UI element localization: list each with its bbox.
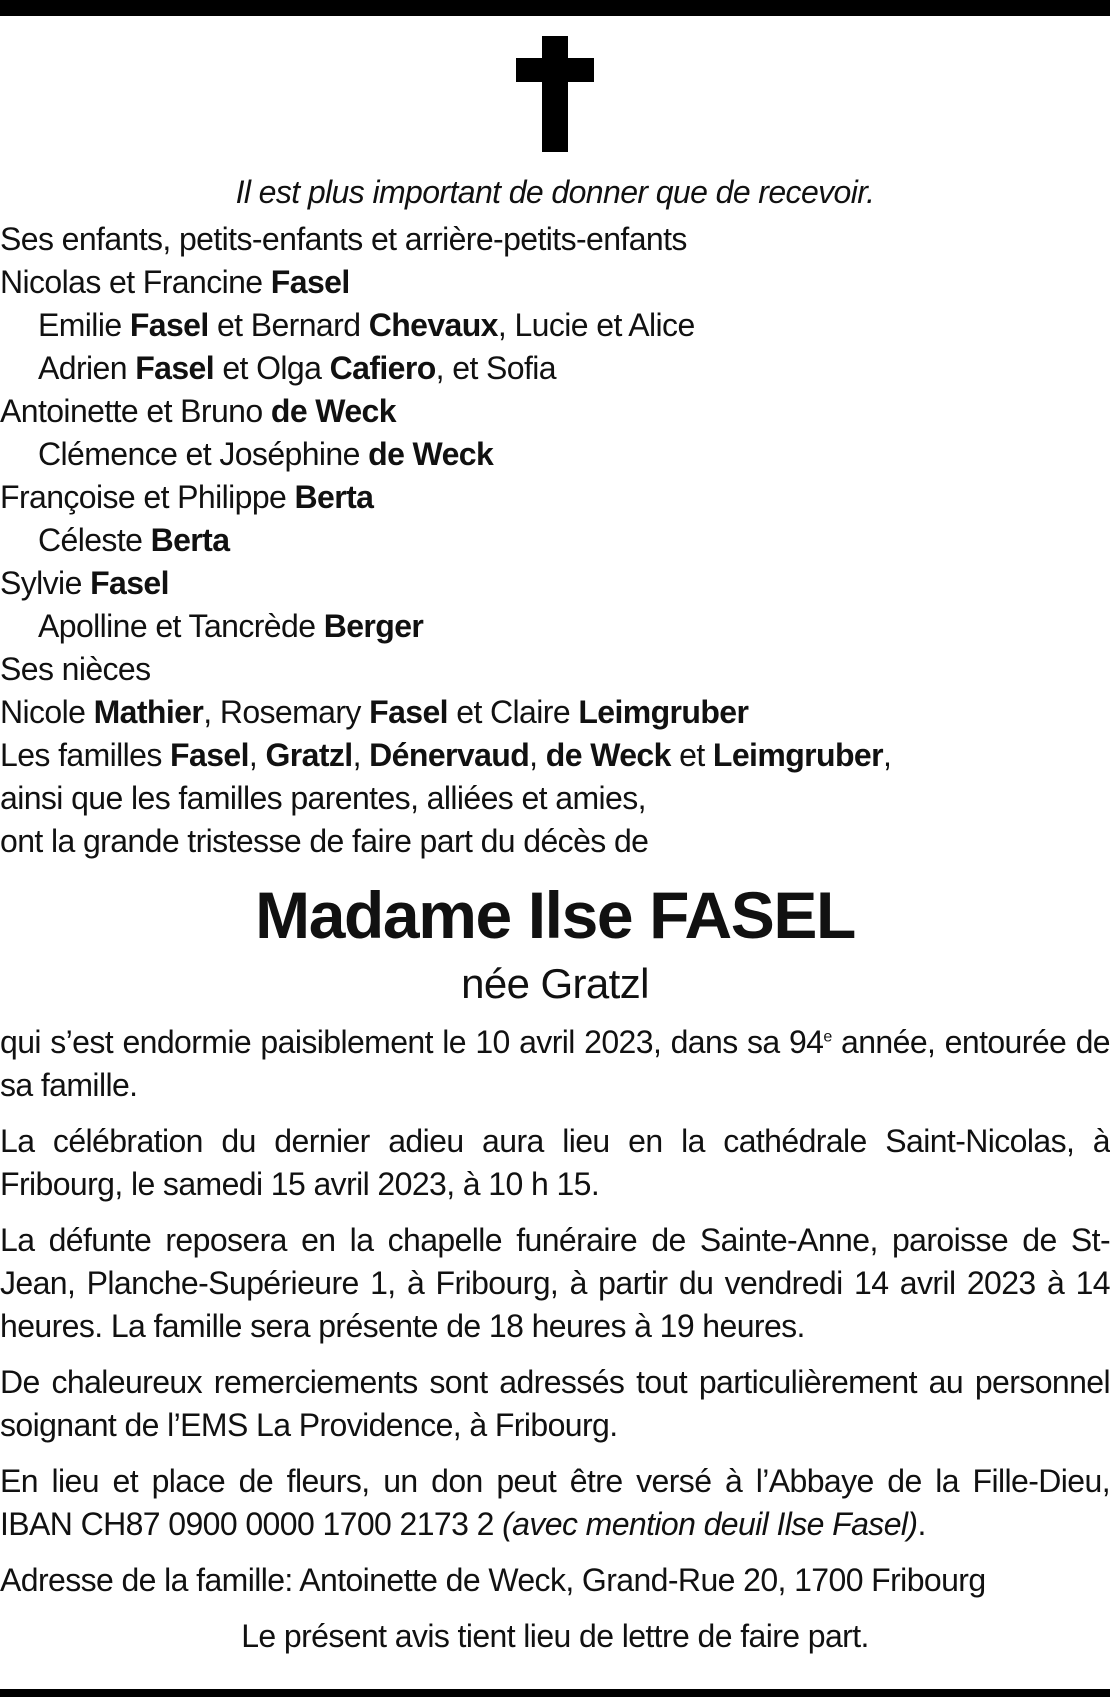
family-line: Sylvie Fasel (0, 565, 169, 601)
family-line: Clémence et Joséphine de Weck (38, 436, 494, 472)
family-line: Adrien Fasel et Olga Cafiero, et Sofia (38, 350, 556, 386)
deceased-name: Madame Ilse FASEL (255, 878, 855, 952)
family-address: Adresse de la famille: Antoinette de Weck, Grand-Rue 20, 1700 Fribourg (0, 1562, 986, 1598)
donation-paragraph: En lieu et place de fleurs, un don peut être versé à l’Abbaye de la Fille-Dieu, IBAN CH87 0900 0000 1700 2173 2 (avec mention deuil Ilse Fasel). (0, 1463, 1110, 1542)
top-border (0, 0, 1110, 16)
family-line: Les familles Fasel, Gratzl, Dénervaud, de Weck et Leimgruber, (0, 737, 892, 773)
family-line: Françoise et Philippe Berta (0, 479, 374, 515)
family-line: Nicolas et Francine Fasel (0, 264, 350, 300)
family-line: Céleste Berta (38, 522, 230, 558)
family-line: Emilie Fasel et Bernard Chevaux, Lucie et Alice (38, 307, 695, 343)
family-line: ont la grande tristesse de faire part du décès de (0, 823, 649, 859)
family-line: Ses nièces (0, 651, 151, 687)
bottom-border (0, 1689, 1110, 1697)
viewing-paragraph: La défunte reposera en la chapelle funéraire de Sainte-Anne, paroisse de St-Jean, Planche-Supérieure 1, à Fribourg, à partir du vendredi 14 avril 2023 à 14 heures. La famille sera présente de 18 heures à 19 heures. (0, 1222, 1110, 1344)
family-line: Ses enfants, petits-enfants et arrière-petits-enfants (0, 221, 687, 257)
cross-icon (0, 36, 1110, 152)
thanks-paragraph: De chaleureux remerciements sont adressés tout particulièrement au personnel soignant de l’EMS La Providence, à Fribourg. (0, 1364, 1110, 1443)
death-paragraph: qui s’est endormie paisiblement le 10 avril 2023, dans sa 94e année, entourée de sa famille. (0, 1024, 1110, 1103)
motto: Il est plus important de donner que de recevoir. (235, 174, 875, 210)
family-line: Antoinette et Bruno de Weck (0, 393, 396, 429)
family-line: ainsi que les familles parentes, alliées et amies, (0, 780, 646, 816)
family-line: Apolline et Tancrède Berger (38, 608, 424, 644)
closing-note: Le présent avis tient lieu de lettre de faire part. (241, 1618, 869, 1654)
maiden-name: née Gratzl (461, 960, 649, 1007)
obituary-body (0, 168, 1110, 1658)
family-line: Nicole Mathier, Rosemary Fasel et Claire Leimgruber (0, 694, 749, 730)
ceremony-paragraph: La célébration du dernier adieu aura lieu en la cathédrale Saint-Nicolas, à Fribourg, le samedi 15 avril 2023, à 10 h 15. (0, 1123, 1110, 1202)
